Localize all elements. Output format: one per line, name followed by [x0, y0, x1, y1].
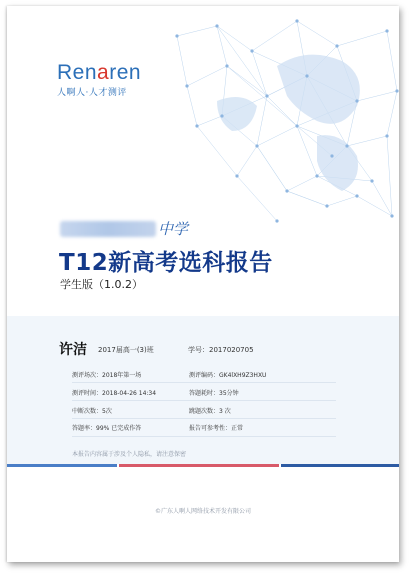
assessment-code: 测评编码：GK4lXH9Z3HXU: [189, 372, 267, 379]
copyright-notice: ©广东人啊人网络技术开发有限公司: [154, 508, 251, 515]
logo-word-prefix: Ren: [57, 61, 98, 84]
privacy-note: 本报告内容属于涉及个人隐私，请注意保密: [72, 451, 187, 458]
logo-tagline: 人啊人·人才测评: [57, 88, 127, 98]
report-reliability: 报告可参考性：正常: [189, 425, 244, 432]
logo-word-suffix: ren: [109, 61, 142, 84]
session-info: 测评场次：2018年第一场: [72, 372, 142, 379]
interrupt-count: 中断次数：5次: [72, 408, 112, 415]
completion-rate: 答题率：99% 已完成作答: [72, 425, 142, 432]
report-edition: 学生版（1.0.2）: [60, 278, 143, 291]
divider: [72, 436, 336, 437]
network-world-map-graphic: [157, 6, 399, 241]
assessment-time: 测评时间：2018-04-26 14:34: [72, 390, 157, 397]
school-name-line: [60, 218, 188, 240]
footer-stripe-red: [119, 464, 279, 467]
footer-stripe-blue: [7, 464, 117, 467]
student-id: 学号：2017020705: [188, 346, 254, 354]
skip-count: 跳题次数：3 次: [189, 408, 231, 415]
divider: [72, 418, 336, 419]
logo-wordmark: [57, 62, 141, 84]
report-title: T12新高考选科报告: [59, 250, 273, 276]
student-name: 许洁: [59, 342, 87, 358]
school-suffix: 中学: [158, 220, 189, 238]
logo-word-accent: a: [97, 61, 110, 84]
divider: [72, 382, 336, 383]
renaren-logo: [57, 62, 141, 98]
footer-stripe-navy: [281, 464, 399, 467]
redacted-school-name: [60, 221, 156, 237]
answer-duration: 答题耗时：35分钟: [189, 390, 239, 397]
divider: [72, 400, 336, 401]
student-class: 2017届高一(3)班: [98, 346, 154, 354]
